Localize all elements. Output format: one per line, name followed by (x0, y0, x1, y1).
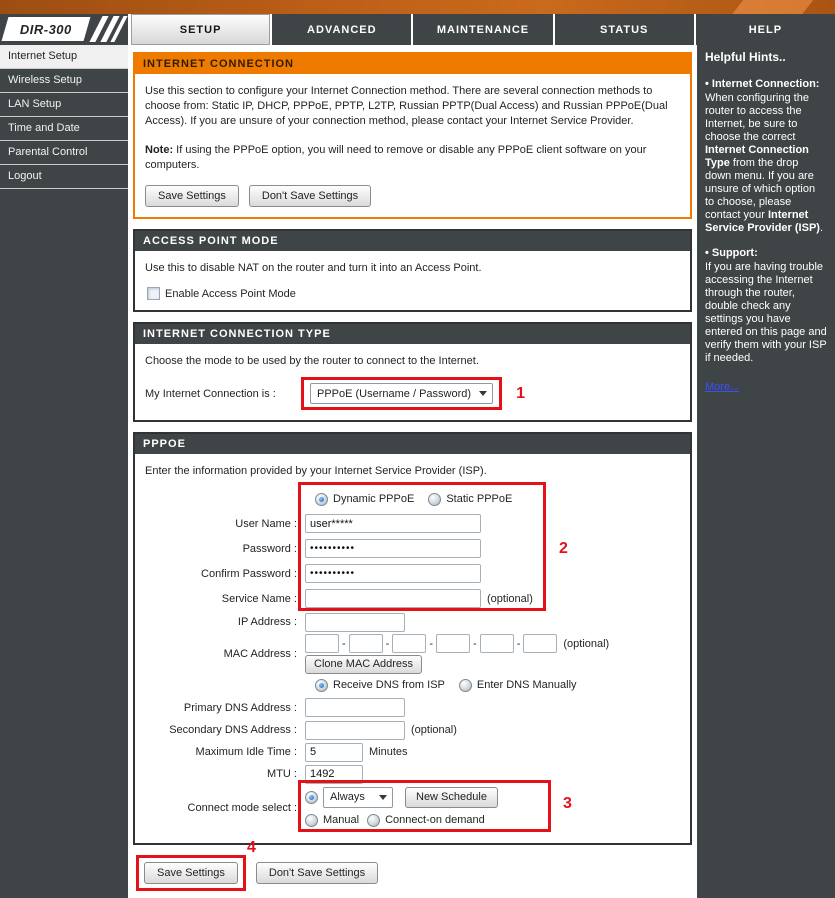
mac-octet-5-input[interactable] (480, 634, 514, 653)
annotation-number-4: 4 (246, 839, 256, 856)
mtu-label: MTU : (267, 768, 297, 780)
service-name-optional: (optional) (487, 592, 533, 605)
secondary-dns-optional: (optional) (411, 724, 457, 736)
more-link[interactable]: More... (705, 381, 740, 393)
my-internet-connection-label: My Internet Connection is : (145, 387, 276, 400)
annotation-number-3: 3 (563, 795, 572, 812)
left-sidebar (0, 45, 128, 898)
logo-plate (2, 17, 91, 41)
idle-time-label: Maximum Idle Time : (195, 746, 297, 758)
hints-title: Helpful Hints.. (705, 50, 786, 64)
confirm-password-input[interactable] (305, 564, 481, 583)
secondary-dns-input[interactable] (305, 721, 405, 740)
secondary-dns-label: Secondary DNS Address : (169, 724, 297, 736)
sidebar-item-time-and-date[interactable]: Time and Date (0, 117, 128, 141)
primary-dns-label: Primary DNS Address : (183, 701, 297, 714)
dont-save-settings-button-top[interactable]: Don't Save Settings (249, 185, 371, 207)
logo-text: DIR-300 (20, 21, 72, 37)
tab-advanced[interactable]: ADVANCED (272, 14, 411, 45)
pppoe-header: PPPOE (135, 434, 690, 454)
pppoe-section (133, 432, 692, 845)
user-name-input[interactable] (305, 514, 481, 533)
service-name-row (145, 586, 680, 611)
chevron-down-icon (479, 391, 487, 396)
primary-dns-row (145, 696, 680, 719)
mac-octet-4-input[interactable] (436, 634, 470, 653)
internet-connection-selected-value: PPPoE (Username / Password) (317, 387, 472, 400)
dont-save-settings-button-bottom[interactable]: Don't Save Settings (256, 862, 378, 884)
tab-setup[interactable]: SETUP (131, 14, 270, 45)
internet-connection-type-section (133, 322, 692, 422)
brand-strip-gleam (724, 0, 819, 14)
pppoe-type-radio-row (145, 487, 680, 511)
sidebar-item-wireless-setup[interactable]: Wireless Setup (0, 69, 128, 93)
always-schedule-select[interactable] (323, 787, 393, 808)
access-point-description: Use this to disable NAT on the router and turn it into an Access Point. (145, 262, 482, 274)
mac-address-optional: (optional) (563, 637, 610, 650)
confirm-password-label: Confirm Password : (201, 567, 297, 580)
sidebar-item-internet-setup[interactable]: Internet Setup (0, 45, 128, 69)
mac-address-label: MAC Address : (223, 647, 297, 660)
dns-mode-radio-row (145, 674, 680, 696)
mtu-row (145, 763, 680, 785)
user-name-row (145, 511, 680, 536)
service-name-input[interactable] (305, 589, 481, 608)
sidebar-item-lan-setup[interactable]: LAN Setup (0, 93, 128, 117)
receive-dns-from-isp-label: Receive DNS from ISP (333, 679, 445, 691)
connect-on-demand-radio[interactable] (367, 814, 380, 827)
annotation-box-4 (136, 839, 256, 891)
connect-mode-label: Connect mode select : (187, 802, 297, 814)
tab-status[interactable]: STATUS (555, 14, 694, 45)
top-brand-strip (0, 0, 835, 14)
primary-dns-input[interactable] (305, 698, 405, 717)
mac-octet-6-input[interactable] (523, 634, 557, 653)
internet-connection-select[interactable] (310, 383, 493, 404)
connect-mode-manual-radio[interactable] (305, 814, 318, 827)
new-schedule-button[interactable]: New Schedule (405, 787, 498, 808)
internet-connection-type-header: INTERNET CONNECTION TYPE (135, 324, 690, 344)
password-row (145, 536, 680, 561)
hint-support-title: • Support: (705, 247, 758, 259)
sidebar-item-logout[interactable]: Logout (0, 165, 128, 189)
enter-dns-manually-label: Enter DNS Manually (476, 679, 577, 691)
internet-connection-note: Note: If using the PPPoE option, you will need to remove or disable any PPPoE client software on your computers. (145, 144, 647, 171)
confirm-password-row (145, 561, 680, 586)
hint-internet-connection-title: • Internet Connection: (705, 78, 820, 90)
enable-access-point-checkbox[interactable] (147, 287, 160, 300)
nav-tabs (131, 14, 835, 45)
receive-dns-from-isp-radio[interactable] (315, 679, 328, 692)
connect-mode-row (145, 785, 680, 831)
dynamic-pppoe-label: Dynamic PPPoE (333, 493, 415, 505)
password-label: Password : (242, 542, 297, 555)
top-navbar (0, 14, 835, 45)
user-name-label: User Name : (235, 517, 297, 530)
service-name-label: Service Name : (221, 592, 297, 605)
clone-mac-address-button[interactable]: Clone MAC Address (305, 655, 422, 674)
tab-maintenance[interactable]: MAINTENANCE (413, 14, 552, 45)
static-pppoe-radio[interactable] (428, 493, 441, 506)
annotation-box-1 (301, 377, 502, 410)
access-point-mode-header: ACCESS POINT MODE (135, 231, 690, 251)
mac-address-row: MAC Address : - - - - - (optional) Clone MAC Address (145, 633, 680, 674)
dlink-logo (0, 14, 128, 45)
internet-connection-description: Use this section to configure your Internet Connection method. There are several connection methods to choose from: Static IP, DHCP, PPPoE, PPTP, L2TP, Russian PPTP(Dual Access) and Russian PPPoE(Dual Access). If you are unsure of your connection method, please contact your Internet Service Provider. (145, 85, 668, 127)
enable-access-point-label: Enable Access Point Mode (165, 288, 296, 300)
chevron-down-icon (379, 795, 387, 800)
mac-octet-3-input[interactable] (392, 634, 426, 653)
internet-connection-section (133, 52, 692, 219)
secondary-dns-row (145, 719, 680, 741)
dynamic-pppoe-radio[interactable] (315, 493, 328, 506)
connect-mode-manual-label: Manual (323, 814, 360, 826)
internet-connection-header: INTERNET CONNECTION (135, 54, 690, 74)
save-settings-button-top[interactable]: Save Settings (145, 185, 239, 207)
pppoe-description: Enter the information provided by your Internet Service Provider (ISP). (145, 465, 487, 477)
always-schedule-selected-value: Always (330, 791, 365, 803)
access-point-mode-section (133, 229, 692, 312)
connect-mode-always-radio[interactable] (305, 791, 318, 804)
annotation-number-2: 2 (559, 540, 568, 557)
tab-help[interactable]: HELP (696, 14, 835, 45)
static-pppoe-label: Static PPPoE (446, 493, 513, 505)
mac-octet-1-input[interactable] (305, 634, 339, 653)
idle-time-row (145, 741, 680, 763)
ip-address-label: IP Address : (237, 616, 297, 628)
mac-octet-2-input[interactable] (349, 634, 383, 653)
idle-time-input[interactable] (305, 743, 363, 762)
connect-on-demand-label: Connect-on demand (385, 814, 485, 826)
ip-address-input[interactable] (305, 613, 405, 632)
main-content (128, 45, 697, 898)
password-input[interactable] (305, 539, 481, 558)
hint-support-text: If you are having trouble accessing the Internet through the router, double check any settings you have entered on this page and verify them with your ISP if needed. (705, 261, 827, 364)
enter-dns-manually-radio[interactable] (459, 679, 472, 692)
sidebar-item-parental-control[interactable]: Parental Control (0, 141, 128, 165)
helpful-hints-panel (697, 45, 835, 898)
hint-internet-connection-text: When configuring the router to access the Internet, be sure to choose the correct Internet Connection Type from the drop down menu. If you are unsure of which option to choose, please contact your Internet Service Provider (ISP). (705, 92, 824, 234)
connection-type-description: Choose the mode to be used by the router to connect to the Internet. (145, 355, 479, 367)
save-settings-button-bottom[interactable]: Save Settings (144, 862, 238, 884)
idle-time-units: Minutes (369, 746, 408, 758)
mtu-input[interactable] (305, 765, 363, 784)
annotation-number-1: 1 (516, 384, 525, 402)
footer-button-row (133, 839, 692, 891)
ip-address-row (145, 611, 680, 633)
